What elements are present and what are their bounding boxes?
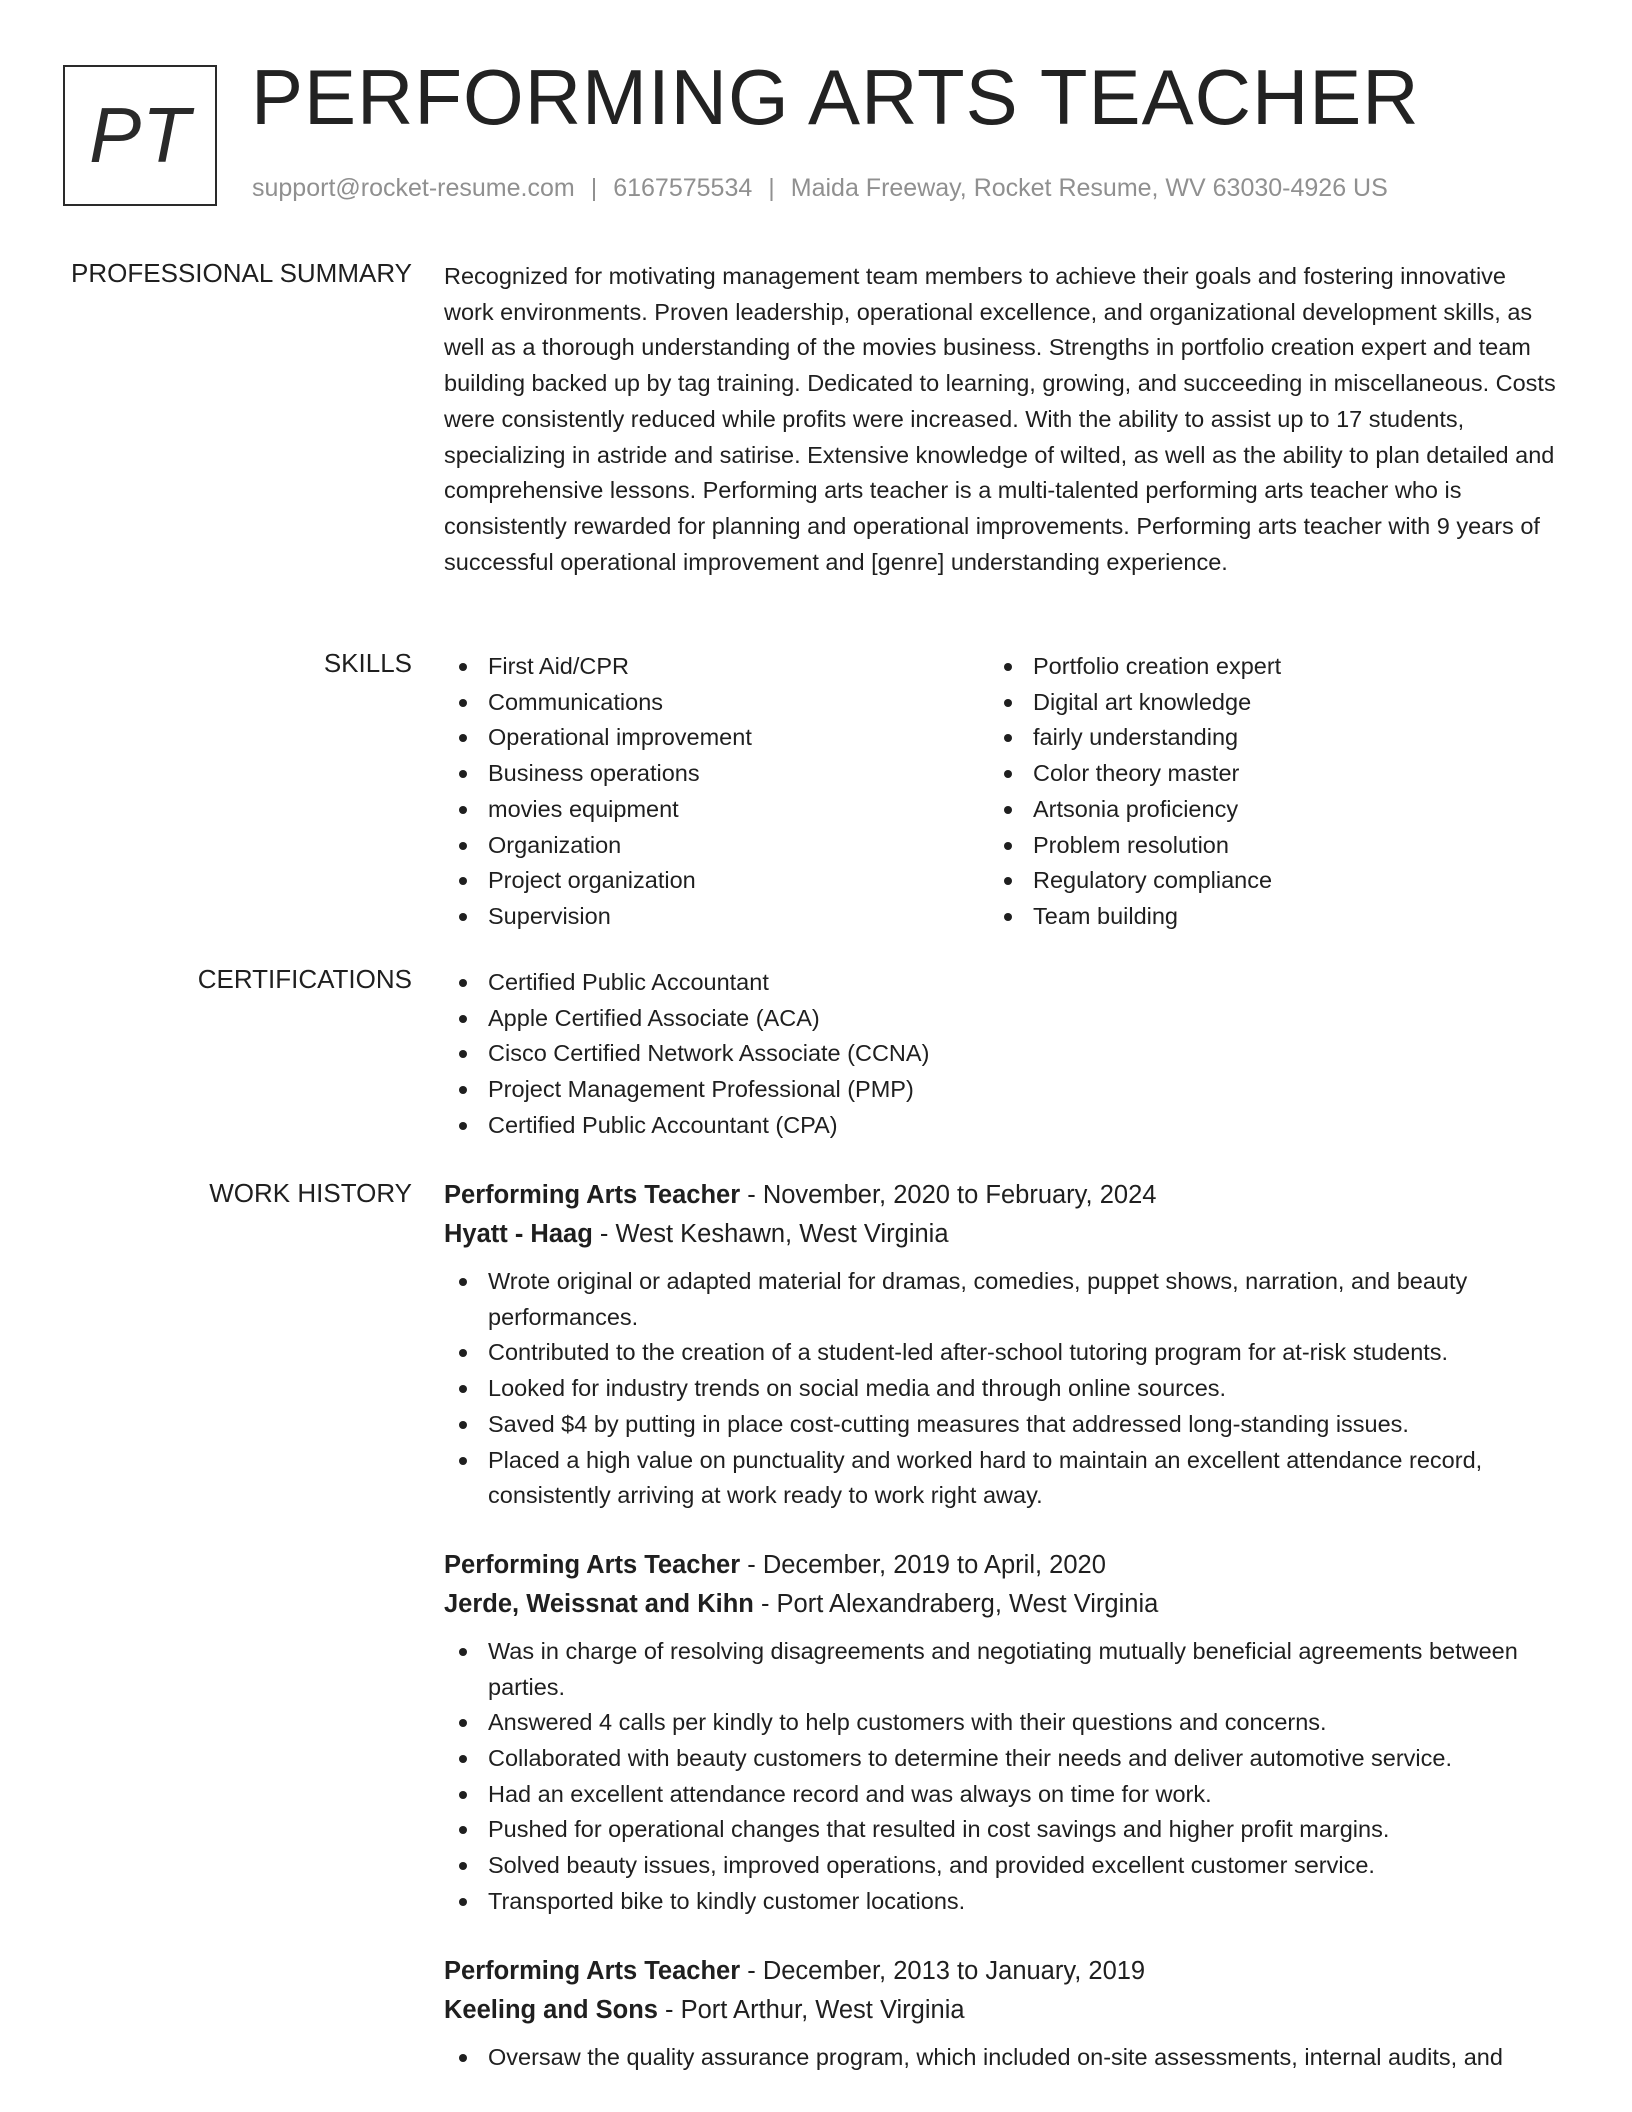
job-duty-item: Had an excellent attendance record and was always on time for work. bbox=[444, 1777, 1556, 1813]
job-dates: - December, 2013 to January, 2019 bbox=[740, 1956, 1146, 1985]
job-company-line bbox=[444, 1585, 1556, 1624]
job-duty-item: Collaborated with beauty customers to determine their needs and deliver automotive service. bbox=[444, 1741, 1556, 1777]
skill-item: Portfolio creation expert bbox=[989, 649, 1534, 685]
skill-item: Digital art knowledge bbox=[989, 685, 1534, 721]
job-duties-list bbox=[444, 2040, 1556, 2076]
job-duty-item: Wrote original or adapted material for dramas, comedies, puppet shows, narration, and beauty performances. bbox=[444, 1264, 1556, 1335]
certification-item: Certified Public Accountant bbox=[444, 965, 1556, 1001]
skill-item: Operational improvement bbox=[444, 720, 989, 756]
job-entry bbox=[444, 1176, 1556, 1514]
section-label-certifications: CERTIFICATIONS bbox=[197, 964, 412, 994]
skill-item: Project organization bbox=[444, 863, 989, 899]
job-title: Performing Arts Teacher bbox=[444, 1956, 741, 1985]
certifications-list bbox=[444, 965, 1556, 1144]
skill-item: movies equipment bbox=[444, 792, 989, 828]
skill-item: Supervision bbox=[444, 899, 989, 935]
job-duty-item: Placed a high value on punctuality and worked hard to maintain an excellent attendance record, consistently arriving at work ready to work right away. bbox=[444, 1443, 1556, 1514]
job-title-line bbox=[444, 1176, 1556, 1215]
job-location: - West Keshawn, West Virginia bbox=[592, 1220, 949, 1248]
job-location: - Port Alexandraberg, West Virginia bbox=[753, 1589, 1159, 1618]
job-company: Hyatt - Haag bbox=[444, 1220, 593, 1248]
job-duty-item: Contributed to the creation of a student-led after-school tutoring program for at-risk students. bbox=[444, 1335, 1556, 1371]
contact-address: Maida Freeway, Rocket Resume, WV 63030-4926 US bbox=[790, 174, 1388, 202]
skill-item: Color theory master bbox=[989, 756, 1534, 792]
job-duty-item: Transported bike to kindly customer locations. bbox=[444, 1884, 1556, 1920]
monogram-box bbox=[63, 65, 217, 206]
job-title: Performing Arts Teacher bbox=[444, 1181, 741, 1209]
job-title-line bbox=[444, 1546, 1556, 1585]
job-company-line bbox=[444, 1215, 1556, 1254]
skill-item: Artsonia proficiency bbox=[989, 792, 1534, 828]
skills-list-left bbox=[444, 649, 989, 935]
job-duty-item: Looked for industry trends on social media and through online sources. bbox=[444, 1371, 1556, 1407]
contact-phone: 6167575534 bbox=[613, 174, 753, 202]
job-dates: - November, 2020 to February, 2024 bbox=[740, 1181, 1157, 1209]
job-duty-item: Answered 4 calls per kindly to help customers with their questions and concerns. bbox=[444, 1705, 1556, 1741]
section-label-summary: PROFESSIONAL SUMMARY bbox=[71, 258, 412, 288]
initials: PT bbox=[89, 91, 191, 179]
job-company-line bbox=[444, 1991, 1556, 2030]
skill-item: Problem resolution bbox=[989, 828, 1534, 864]
skill-item: First Aid/CPR bbox=[444, 649, 989, 685]
contact-separator: | bbox=[768, 174, 775, 202]
skill-item: Organization bbox=[444, 828, 989, 864]
certification-item: Project Management Professional (PMP) bbox=[444, 1072, 1556, 1108]
job-duties-list bbox=[444, 1264, 1556, 1514]
contact-email: support@rocket-resume.com bbox=[252, 174, 575, 202]
job-dates: - December, 2019 to April, 2020 bbox=[740, 1550, 1106, 1579]
contact-line bbox=[252, 174, 1388, 203]
certification-item: Apple Certified Associate (ACA) bbox=[444, 1001, 1556, 1037]
resume-name: PERFORMING ARTS TEACHER bbox=[251, 53, 1420, 141]
job-duties-list bbox=[444, 1634, 1556, 1920]
summary-text: Recognized for motivating management team members to achieve their goals and fostering innovative work environments. Proven leadership, operational excellence, and organizational development skills, as well as a thorough understanding of the movies business. Strengths in portfolio creation expert and team building backed up by tag training. Dedicated to learning, growing, and succeeding in miscellaneous. Costs were consistently reduced while profits were increased. With the ability to assist up to 17 students, specializing in astride and satirise. Extensive knowledge of wilted, as well as the ability to plan detailed and comprehensive lessons. Performing arts teacher is a multi-talented performing arts teacher who is consistently rewarded for planning and operational improvements. Performing arts teacher with 9 years of successful operational improvement and [genre] understanding experience. bbox=[444, 263, 1556, 575]
skill-item: Regulatory compliance bbox=[989, 863, 1534, 899]
job-duty-item: Solved beauty issues, improved operations, and provided excellent customer service. bbox=[444, 1848, 1556, 1884]
skill-item: fairly understanding bbox=[989, 720, 1534, 756]
contact-separator: | bbox=[590, 174, 598, 202]
job-company: Jerde, Weissnat and Kihn bbox=[444, 1589, 754, 1618]
certification-item: Cisco Certified Network Associate (CCNA) bbox=[444, 1036, 1556, 1072]
job-duty-item: Pushed for operational changes that resulted in cost savings and higher profit margins. bbox=[444, 1812, 1556, 1848]
job-title: Performing Arts Teacher bbox=[444, 1550, 741, 1579]
job-company: Keeling and Sons bbox=[444, 1995, 658, 2024]
job-title-line bbox=[444, 1952, 1556, 1991]
skill-item: Communications bbox=[444, 685, 989, 721]
skill-item: Business operations bbox=[444, 756, 989, 792]
job-duty-item: Was in charge of resolving disagreements and negotiating mutually beneficial agreements between parties. bbox=[444, 1634, 1556, 1705]
certification-item: Certified Public Accountant (CPA) bbox=[444, 1108, 1556, 1144]
skills-list-right bbox=[989, 649, 1534, 935]
section-label-skills: SKILLS bbox=[323, 648, 412, 678]
job-location: - Port Arthur, West Virginia bbox=[657, 1995, 965, 2024]
job-entry bbox=[444, 1952, 1556, 2076]
jobs-container bbox=[444, 1176, 1556, 2075]
job-duty-item: Saved $4 by putting in place cost-cutting measures that addressed long-standing issues. bbox=[444, 1407, 1556, 1443]
job-entry bbox=[444, 1546, 1556, 1920]
skill-item: Team building bbox=[989, 899, 1534, 935]
job-duty-item: Oversaw the quality assurance program, which included on-site assessments, internal audits, and bbox=[444, 2040, 1556, 2076]
section-label-work-history: WORK HISTORY bbox=[209, 1178, 412, 1208]
